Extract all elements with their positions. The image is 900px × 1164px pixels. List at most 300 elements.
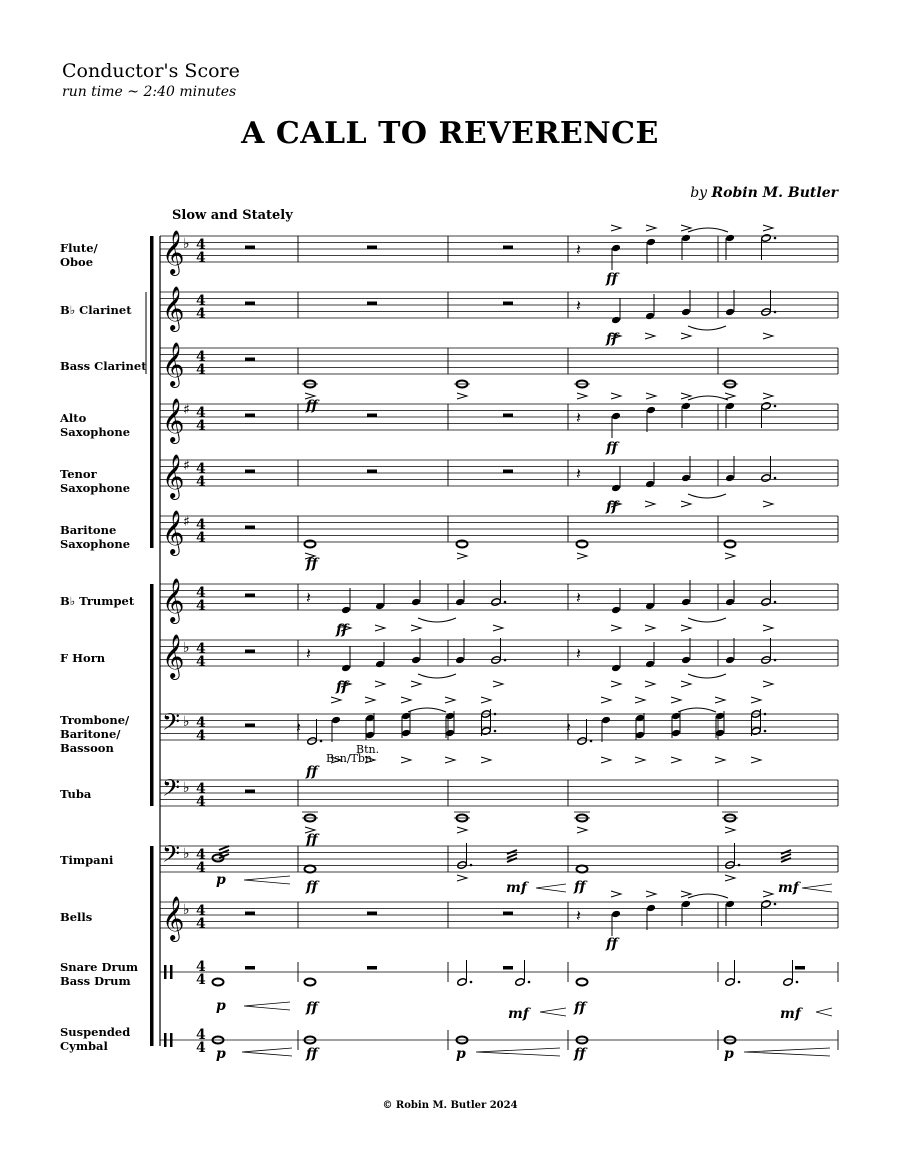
quarter-note [341, 664, 351, 673]
whole-note [305, 815, 316, 822]
quarter-rest: 𝄽 [576, 240, 581, 259]
quarter-rest: 𝄽 [576, 588, 581, 607]
quarter-note [725, 402, 735, 411]
instrument-label-cymbal: Suspended Cymbal [60, 1025, 131, 1053]
treble-clef: 𝄞 [162, 578, 185, 622]
dynamic-ff: ff [606, 440, 618, 456]
accent [611, 681, 621, 687]
accent [611, 501, 621, 507]
accent [457, 827, 467, 833]
dynamic-ff: ff [606, 331, 618, 347]
accent [331, 757, 341, 763]
quarter-note [611, 484, 621, 493]
whole-note [305, 979, 316, 986]
dynamic-p: p [216, 872, 226, 888]
bass-clef: 𝄢 [162, 774, 181, 807]
dynamic-ff: ff [306, 832, 318, 848]
half-note [761, 234, 772, 243]
dot [504, 659, 507, 662]
whole-note [725, 1037, 736, 1044]
quarter-note [455, 598, 465, 607]
half-rest [245, 414, 255, 418]
crescendo [242, 1048, 292, 1056]
half-note [307, 737, 318, 746]
dynamic-p: p [456, 1046, 466, 1062]
half-note [761, 900, 772, 909]
accent [725, 827, 735, 833]
accent [493, 625, 503, 631]
tie [408, 708, 446, 712]
accent [681, 501, 691, 507]
dot [504, 601, 507, 604]
accent [305, 827, 315, 833]
instrument-label-clarinet: B♭ Clarinet [60, 303, 132, 317]
tremolo [507, 850, 517, 854]
quarter-note [671, 712, 681, 721]
quarter-note [725, 598, 735, 607]
half-rest [503, 246, 513, 250]
quarter-note [645, 602, 655, 611]
time-sig-top: 4 [196, 237, 206, 253]
time-sig-top: 4 [196, 715, 206, 731]
time-sig-top: 4 [196, 847, 206, 863]
dynamic-ff: ff [306, 398, 318, 414]
half-rest [367, 912, 377, 916]
accent [715, 757, 725, 763]
quarter-rest: 𝄽 [306, 644, 311, 663]
quarter-rest: 𝄽 [576, 644, 581, 663]
accent [411, 625, 421, 631]
accent [445, 757, 455, 763]
half-note [761, 308, 772, 317]
time-sig-bottom: 4 [196, 362, 206, 378]
tie [688, 494, 726, 498]
dot [774, 903, 777, 906]
tie [678, 708, 716, 712]
instrument-label-bells: Bells [60, 910, 93, 924]
key-flat: ♭ [183, 236, 190, 252]
dot [470, 981, 473, 984]
quarter-note [681, 474, 691, 483]
whole-note [725, 381, 736, 388]
half-note [577, 737, 588, 746]
whole-note [725, 541, 736, 548]
dot [774, 659, 777, 662]
half-rest [367, 302, 377, 306]
treble-clef: 𝄞 [162, 896, 185, 940]
annotation-bsn-tbn: Bsn/Tbn [326, 752, 372, 765]
time-sig-top: 4 [196, 585, 206, 601]
half-note [761, 474, 772, 483]
quarter-note [645, 660, 655, 669]
tremolo [507, 854, 517, 858]
accent [725, 553, 735, 559]
whole-note [213, 1037, 224, 1044]
half-note [761, 402, 772, 411]
tempo-marking: Slow and Stately [172, 208, 293, 223]
half-rest [367, 246, 377, 250]
accent [601, 757, 611, 763]
accent [365, 697, 375, 703]
time-sig-bottom: 4 [196, 860, 206, 876]
quarter-note [331, 716, 341, 725]
quarter-rest: 𝄽 [296, 718, 301, 737]
key-flat: ♭ [183, 846, 190, 862]
dot [738, 981, 741, 984]
time-sig-bottom: 4 [196, 474, 206, 490]
half-rest [245, 302, 255, 306]
dot [764, 730, 767, 733]
dynamic-ff: ff [306, 1000, 318, 1016]
quarter-note [455, 656, 465, 665]
dot [528, 981, 531, 984]
tremolo [781, 854, 791, 858]
copyright: © Robin M. Butler 2024 [382, 1100, 518, 1111]
quarter-note [611, 244, 621, 253]
whole-note [577, 979, 588, 986]
quarter-note [646, 238, 656, 247]
dynamic-ff: ff [606, 936, 618, 952]
quarter-note [725, 474, 735, 483]
tie [418, 674, 456, 678]
tremolo [781, 858, 791, 862]
instrument-label-timpani: Timpani [60, 853, 114, 867]
treble-clef: 𝄞 [162, 286, 185, 330]
dynamic-ff: ff [306, 764, 318, 780]
whole-note [457, 815, 468, 822]
half-rest [245, 470, 255, 474]
quarter-note [635, 731, 645, 740]
accent [763, 333, 773, 339]
dynamic-mf: mf [778, 880, 799, 896]
half-note [751, 710, 762, 719]
tie [688, 674, 726, 678]
accent [763, 393, 773, 399]
bracket-percussion [150, 846, 154, 1046]
half-rest [245, 790, 255, 794]
composer-name: Robin M. Butler [711, 185, 838, 201]
dynamic-p: p [216, 998, 226, 1014]
dot [774, 237, 777, 240]
key-flat: ♭ [183, 640, 190, 656]
instrument-label-tenor-sax: Tenor Saxophone [60, 467, 131, 495]
quarter-note [681, 598, 691, 607]
whole-note [577, 381, 588, 388]
accent [645, 501, 655, 507]
quarter-note [715, 712, 725, 721]
dot [774, 311, 777, 314]
whole-note [305, 381, 316, 388]
time-sig-top: 4 [196, 405, 206, 421]
whole-note [577, 866, 588, 873]
accent [646, 393, 656, 399]
crescendo [244, 1002, 290, 1010]
accent [341, 625, 351, 631]
whole-note [577, 815, 588, 822]
tie [418, 618, 456, 622]
dynamic-ff: ff [606, 271, 618, 287]
accent [457, 553, 467, 559]
time-sig-bottom: 4 [196, 654, 206, 670]
quarter-note [646, 904, 656, 913]
quarter-note [681, 402, 691, 411]
half-rest [245, 724, 255, 728]
half-rest [245, 246, 255, 250]
instrument-label-alto-sax: Alto Saxophone [60, 411, 131, 439]
treble-clef: 𝄞 [162, 398, 185, 442]
time-sig-bottom: 4 [196, 1040, 206, 1056]
accent [305, 553, 315, 559]
dot [764, 713, 767, 716]
accent [481, 757, 491, 763]
half-rest [245, 594, 255, 598]
time-sig-top: 4 [196, 959, 206, 975]
time-sig-bottom: 4 [196, 418, 206, 434]
whole-note [305, 866, 316, 873]
dynamic-ff: ff [306, 556, 318, 572]
accent [493, 681, 503, 687]
quarter-note [445, 712, 455, 721]
accent [645, 625, 655, 631]
accent [401, 697, 411, 703]
score-type: Conductor's Score [62, 60, 240, 82]
tie [688, 894, 728, 898]
half-note [761, 598, 772, 607]
whole-note [457, 381, 468, 388]
composer-credit [690, 185, 838, 201]
time-sig-bottom: 4 [196, 972, 206, 988]
time-sig-bottom: 4 [196, 916, 206, 932]
whole-note [305, 1037, 316, 1044]
half-rest [503, 302, 513, 306]
quarter-note [646, 406, 656, 415]
bass-clef: 𝄢 [162, 840, 181, 873]
half-rest [503, 470, 513, 474]
time-sig-bottom: 4 [196, 794, 206, 810]
annotation-btn: Btn. [356, 743, 380, 756]
time-sig-bottom: 4 [196, 306, 206, 322]
half-note [761, 656, 772, 665]
accent [577, 827, 587, 833]
half-note [491, 656, 502, 665]
quarter-note [715, 729, 725, 738]
percussion-clef [164, 965, 167, 979]
dynamic-mf: mf [508, 1006, 529, 1022]
bracket-woodwinds [150, 236, 154, 548]
accent [445, 697, 455, 703]
accent [481, 697, 491, 703]
dot [470, 864, 473, 867]
accent [457, 875, 467, 881]
crescendo [802, 884, 832, 892]
instrument-label-trombone: Trombone/ Baritone/ Bassoon [60, 713, 130, 755]
half-note [457, 978, 468, 987]
dynamic-ff: ff [306, 1046, 318, 1062]
run-time: run time ~ 2:40 minutes [62, 84, 237, 100]
tremolo [219, 850, 229, 854]
half-note [751, 727, 762, 736]
accent [681, 891, 691, 897]
quarter-note [611, 316, 621, 325]
dynamic-ff: ff [336, 622, 348, 638]
instrument-label-flute-oboe: Flute/ Oboe [60, 241, 98, 269]
instrument-label-trumpet: B♭ Trumpet [60, 594, 135, 608]
half-note [481, 727, 492, 736]
half-rest [245, 358, 255, 362]
accent [671, 697, 681, 703]
half-note [491, 598, 502, 607]
accent [763, 891, 773, 897]
quarter-note [645, 480, 655, 489]
key-sharp: ♯ [183, 458, 190, 474]
accent [611, 891, 621, 897]
quarter-rest: 𝄽 [576, 906, 581, 925]
tremolo [219, 854, 229, 858]
half-note [725, 861, 736, 870]
crescendo [816, 1008, 832, 1016]
key-flat: ♭ [183, 780, 190, 796]
accent [646, 225, 656, 231]
dot [774, 601, 777, 604]
treble-clef: 𝄞 [162, 230, 185, 274]
quarter-note [611, 664, 621, 673]
dynamic-ff: ff [574, 1046, 586, 1062]
instrument-label-tuba: Tuba [60, 787, 92, 801]
quarter-note [375, 660, 385, 669]
accent [751, 697, 761, 703]
instrument-label-snare-bass-drum: Snare Drum Bass Drum [60, 960, 139, 988]
dot [494, 713, 497, 716]
quarter-note [411, 598, 421, 607]
key-sharp: ♯ [183, 514, 190, 530]
accent [635, 757, 645, 763]
instrument-label-bass-clarinet: Bass Clarinet [60, 359, 147, 373]
accent [681, 333, 691, 339]
treble-clef: 𝄞 [162, 342, 185, 386]
crescendo [540, 1008, 566, 1016]
dot [590, 740, 593, 743]
half-rest [367, 470, 377, 474]
quarter-note [681, 308, 691, 317]
quarter-note [671, 729, 681, 738]
half-rest [503, 414, 513, 418]
dot [738, 864, 741, 867]
accent [331, 697, 341, 703]
composer-prefix: by [690, 185, 708, 201]
accent [611, 393, 621, 399]
time-sig-top: 4 [196, 781, 206, 797]
key-sharp: ♯ [183, 402, 190, 418]
quarter-rest: 𝄽 [576, 464, 581, 483]
quarter-note [601, 716, 611, 725]
treble-clef: 𝄞 [162, 454, 185, 498]
quarter-rest: 𝄽 [576, 408, 581, 427]
time-sig-top: 4 [196, 641, 206, 657]
half-rest [503, 912, 513, 916]
crescendo [476, 1048, 560, 1056]
accent [401, 757, 411, 763]
half-rest [245, 966, 255, 970]
half-rest [367, 414, 377, 418]
accent [646, 891, 656, 897]
accent [611, 333, 621, 339]
half-note [457, 861, 468, 870]
accent [671, 757, 681, 763]
accent [763, 225, 773, 231]
percussion-clef [170, 1033, 173, 1047]
time-sig-top: 4 [196, 349, 206, 365]
bracket-brass [150, 584, 154, 806]
quarter-note [375, 602, 385, 611]
quarter-note [725, 900, 735, 909]
bass-clef: 𝄢 [162, 708, 181, 741]
crescendo [744, 1048, 830, 1056]
accent [635, 697, 645, 703]
quarter-rest: 𝄽 [566, 718, 571, 737]
dynamic-ff: ff [574, 879, 586, 895]
key-flat: ♭ [183, 902, 190, 918]
dynamic-p: p [724, 1046, 734, 1062]
half-note [481, 710, 492, 719]
percussion-clef [170, 965, 173, 979]
page-title: A CALL TO REVERENCE [241, 116, 659, 151]
dot [774, 477, 777, 480]
dynamic-p: p [216, 1046, 226, 1062]
whole-note [457, 541, 468, 548]
accent [751, 757, 761, 763]
dynamic-mf: mf [506, 880, 527, 896]
quarter-note [365, 714, 375, 723]
quarter-note [445, 729, 455, 738]
accent [725, 875, 735, 881]
tie [688, 618, 726, 622]
accent [681, 681, 691, 687]
dynamic-ff: ff [574, 1000, 586, 1016]
half-rest [795, 966, 805, 970]
quarter-rest: 𝄽 [306, 588, 311, 607]
half-rest [503, 966, 513, 970]
instrument-label-bari-sax: Baritone Saxophone [60, 523, 131, 551]
accent [725, 393, 735, 399]
quarter-note [401, 712, 411, 721]
accent [305, 393, 315, 399]
quarter-note [365, 731, 375, 740]
quarter-note [611, 606, 621, 615]
treble-clef: 𝄞 [162, 634, 185, 678]
crescendo [244, 876, 290, 884]
crescendo [536, 884, 566, 892]
dot [774, 405, 777, 408]
half-note [783, 978, 794, 987]
quarter-note [611, 412, 621, 421]
key-flat: ♭ [183, 714, 190, 730]
dot [796, 981, 799, 984]
quarter-note [645, 312, 655, 321]
accent [375, 625, 385, 631]
accent [411, 681, 421, 687]
quarter-note [681, 656, 691, 665]
quarter-note [725, 234, 735, 243]
accent [577, 553, 587, 559]
quarter-note [341, 606, 351, 615]
accent [577, 393, 587, 399]
half-rest [367, 966, 377, 970]
time-sig-bottom: 4 [196, 530, 206, 546]
tremolo [507, 858, 517, 862]
whole-note [305, 541, 316, 548]
dot [320, 740, 323, 743]
accent [763, 625, 773, 631]
